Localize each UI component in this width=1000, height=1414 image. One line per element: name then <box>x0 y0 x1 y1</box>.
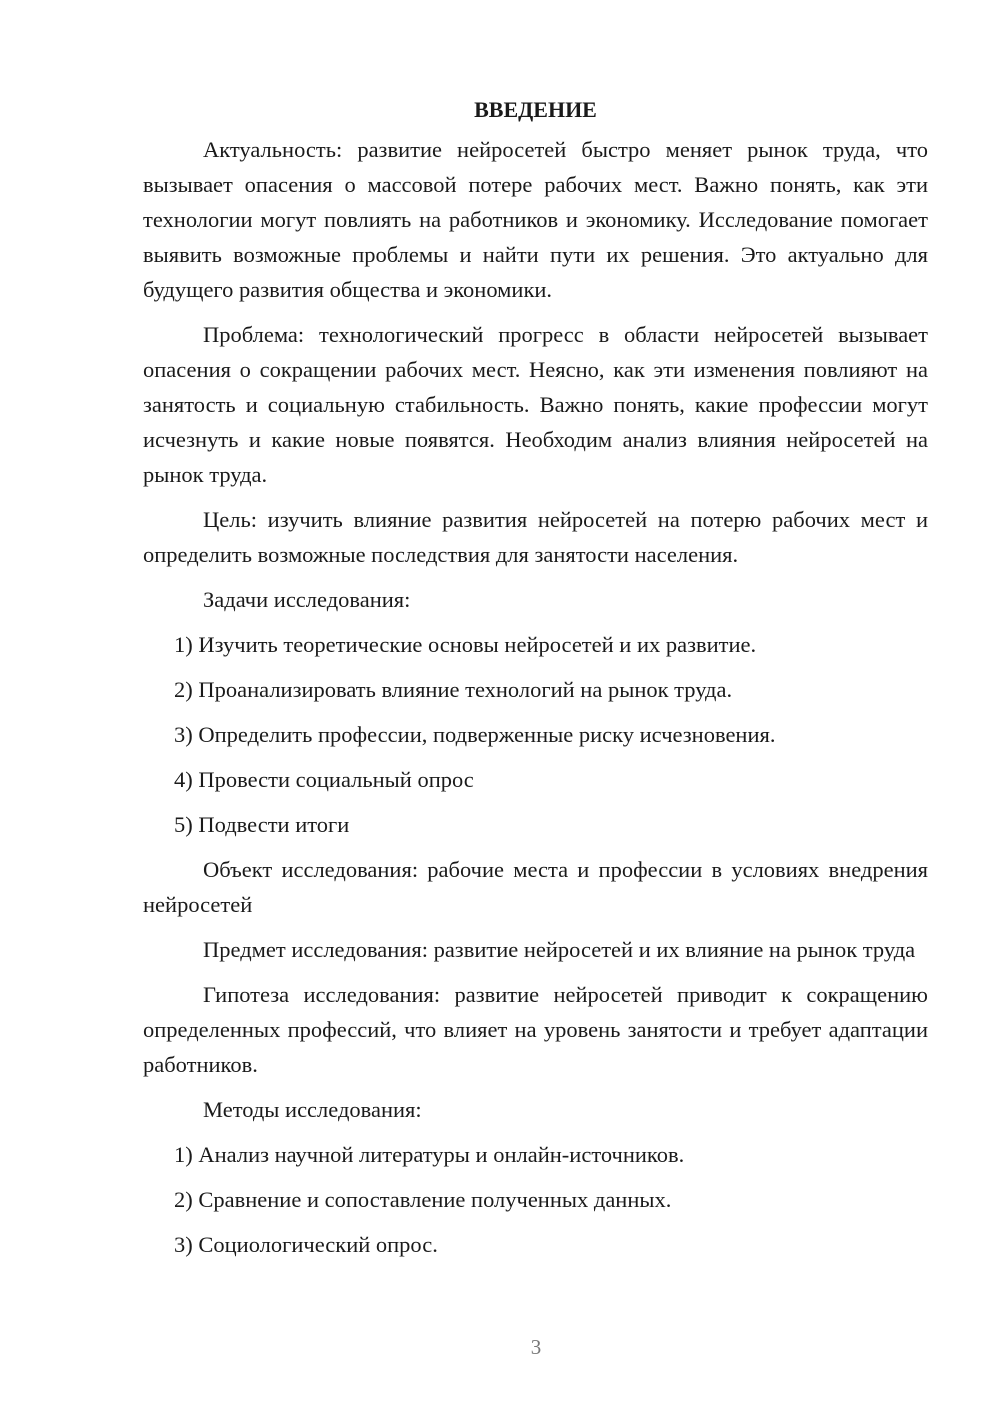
list-item: 3) Определить профессии, подверженные риску исчезновения. <box>174 722 776 747</box>
list-item: 3) Социологический опрос. <box>174 1232 438 1257</box>
document-page <box>143 92 928 1272</box>
page-title: ВВЕДЕНИЕ <box>474 97 597 122</box>
hypothesis-paragraph: Гипотеза исследования: развитие нейросетей приводит к сокращению определенных профессий, что влияет на уровень занятости и требует адаптации работников. <box>143 982 928 1077</box>
list-item: 2) Проанализировать влияние технологий на рынок труда. <box>174 677 733 702</box>
list-item: 4) Провести социальный опрос <box>174 767 474 792</box>
list-item: 5) Подвести итоги <box>174 812 350 837</box>
list-item: 1) Анализ научной литературы и онлайн-источников. <box>174 1142 685 1167</box>
methods-heading: Методы исследования: <box>203 1097 422 1122</box>
relevance-paragraph: Актуальность: развитие нейросетей быстро меняет рынок труда, что вызывает опасения о массовой потере рабочих мест. Важно понять, как эти технологии могут повлиять на работников и экономику. Исследование помогает выявить возможные проблемы и найти пути их решения. Это актуально для будущего развития общества и экономики. <box>143 137 928 302</box>
problem-paragraph: Проблема: технологический прогресс в области нейросетей вызывает опасения о сокращении рабочих мест. Неясно, как эти изменения повлияют на занятость и социальную стабильность. Важно понять, какие профессии могут исчезнуть и какие новые появятся. Необходим анализ влияния нейросетей на рынок труда. <box>143 322 928 487</box>
page-number: 3 <box>530 1335 542 1359</box>
tasks-list <box>143 627 928 842</box>
tasks-heading: Задачи исследования: <box>203 587 411 612</box>
list-item: 2) Сравнение и сопоставление полученных данных. <box>174 1187 672 1212</box>
list-item: 1) Изучить теоретические основы нейросетей и их развитие. <box>174 632 757 657</box>
methods-list <box>143 1137 928 1262</box>
subject-paragraph: Предмет исследования: развитие нейросетей и их влияние на рынок труда <box>203 937 916 962</box>
object-paragraph: Объект исследования: рабочие места и профессии в условиях внедрения нейросетей <box>143 857 928 917</box>
goal-paragraph: Цель: изучить влияние развития нейросетей на потерю рабочих мест и определить возможные последствия для занятости населения. <box>143 507 928 567</box>
